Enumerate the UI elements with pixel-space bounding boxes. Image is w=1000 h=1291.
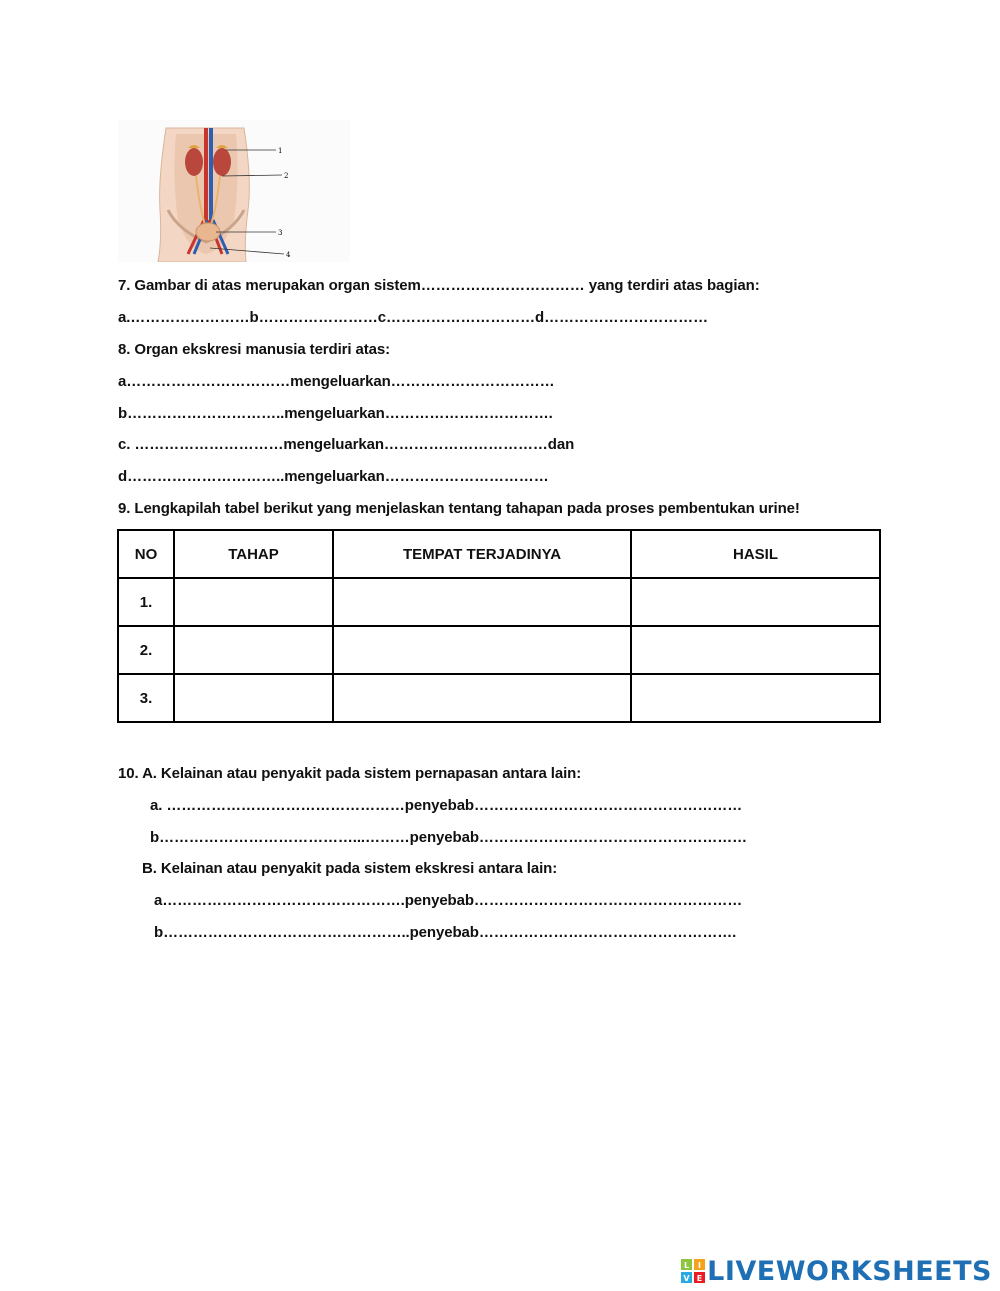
col-header-tempat: TEMPAT TERJADINYA <box>333 530 631 578</box>
table-header-row <box>118 530 880 578</box>
table-row <box>118 626 880 674</box>
urine-formation-table <box>117 529 881 723</box>
q10b-item-b[interactable]: b…………………………………………..penyebab……………………………………………. <box>154 924 737 941</box>
q10a-item-a[interactable]: a. …………………………………………penyebab……………………………………………… <box>150 797 743 814</box>
q10a-item-b[interactable]: b…………………………………...………penyebab……………………………………………… <box>150 829 748 846</box>
tahap-cell[interactable] <box>174 674 333 722</box>
urinary-system-illustration <box>118 120 350 262</box>
tahap-cell[interactable] <box>174 626 333 674</box>
q9-prompt: 9. Lengkapilah tabel berikut yang menjelaskan tentang tahapan pada proses pembentukan urine! <box>118 500 800 517</box>
q8-item-d[interactable]: d…………………………..mengeluarkan…………………………… <box>118 468 549 485</box>
figure-label-4: 4 <box>286 251 291 259</box>
figure-label-3: 3 <box>278 229 283 237</box>
svg-text:E: E <box>696 1274 703 1283</box>
urinary-system-figure <box>118 120 350 262</box>
svg-text:I: I <box>698 1261 702 1270</box>
row-number: 3. <box>118 674 174 722</box>
q10b-item-a[interactable]: a………………………………………….penyebab……………………………………………… <box>154 892 743 909</box>
col-header-no: NO <box>118 530 174 578</box>
q8-prompt: 8. Organ ekskresi manusia terdiri atas: <box>118 341 391 358</box>
row-number: 2. <box>118 626 174 674</box>
q10b-prompt: B. Kelainan atau penyakit pada sistem ekskresi antara lain: <box>142 860 558 877</box>
svg-text:V: V <box>683 1274 690 1283</box>
col-header-hasil: HASIL <box>631 530 880 578</box>
hasil-cell[interactable] <box>631 626 880 674</box>
tempat-cell[interactable] <box>333 578 631 626</box>
figure-label-2: 2 <box>284 172 289 180</box>
row-number: 1. <box>118 578 174 626</box>
table-row <box>118 578 880 626</box>
table-row <box>118 674 880 722</box>
q10a-prompt: 10. A. Kelainan atau penyakit pada sistem pernapasan antara lain: <box>118 765 582 782</box>
liveworksheets-logo <box>681 1255 992 1287</box>
q8-item-a[interactable]: a……………………………mengeluarkan…………………………… <box>118 373 555 390</box>
q8-item-c[interactable]: c. …………………………mengeluarkan……………………………dan <box>118 436 575 453</box>
tahap-cell[interactable] <box>174 578 333 626</box>
svg-text:L: L <box>684 1261 690 1270</box>
brand-name: LIVEWORKSHEETS <box>707 1255 992 1287</box>
q8-item-b[interactable]: b…………………………..mengeluarkan……………………………. <box>118 405 553 422</box>
hasil-cell[interactable] <box>631 578 880 626</box>
hasil-cell[interactable] <box>631 674 880 722</box>
tempat-cell[interactable] <box>333 674 631 722</box>
col-header-tahap: TAHAP <box>174 530 333 578</box>
left-kidney <box>185 148 203 176</box>
q7-prompt: 7. Gambar di atas merupakan organ sistem…………………………… yang terdiri atas bagian: <box>118 277 760 294</box>
right-kidney <box>213 148 231 176</box>
q7-blanks[interactable]: a.……………………b……………………c…………………………d…………………………… <box>118 309 708 326</box>
tempat-cell[interactable] <box>333 626 631 674</box>
liveworksheets-mark-icon <box>681 1259 705 1283</box>
figure-label-1: 1 <box>278 147 283 155</box>
